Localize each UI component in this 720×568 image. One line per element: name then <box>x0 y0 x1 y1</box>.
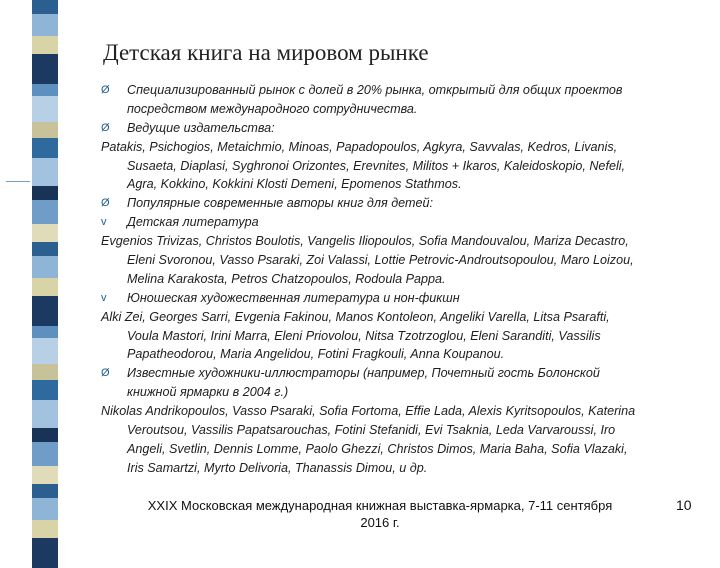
stripe-block <box>32 380 58 400</box>
arrow-bullet-icon: Ø <box>101 197 110 210</box>
text-line <box>101 157 701 176</box>
stripe-block <box>32 256 58 278</box>
line-text: Eleni Svoronou, Vasso Psaraki, Zoi Valassi, Lottie Petrovic-Androutsopoulou, Maro Loizou, <box>127 253 634 268</box>
text-line <box>101 251 701 270</box>
stripe-block <box>32 520 58 538</box>
stripe-block <box>32 200 58 224</box>
stripe-block <box>32 498 58 520</box>
arrow-bullet-icon: Ø <box>101 121 110 134</box>
text-line <box>101 440 701 459</box>
arrow-bullet-icon: Ø <box>101 84 110 96</box>
line-text: Evgenios Trivizas, Christos Boulotis, Vangelis Iliopoulos, Sofia Mandouvalou, Mariza Decastro, <box>101 234 629 249</box>
stripe-block <box>32 186 58 200</box>
stripe-block <box>32 400 58 428</box>
stripe-block <box>32 428 58 442</box>
footer-line-1: XXIX Московская международная книжная выставка-ярмарка, 7-11 сентября <box>147 498 613 513</box>
stripe-block <box>32 96 58 122</box>
stripe-block <box>32 54 58 84</box>
stripe-block <box>32 466 58 484</box>
text-line <box>101 459 701 478</box>
stripe-block <box>32 296 58 326</box>
stripe-block <box>32 326 58 338</box>
line-text: Patakis, Psichogios, Metaichmio, Minoas, Papadopoulos, Agkyra, Savvalas, Kedros, Livanis, <box>101 139 618 154</box>
line-text: Популярные современные авторы книг для детей: <box>127 196 434 211</box>
text-line <box>101 421 701 440</box>
text-line <box>101 383 701 402</box>
stripe-block <box>32 242 58 256</box>
arrow-bullet-icon: Ø <box>101 367 110 380</box>
line-text: Susaeta, Diaplasi, Syghronoi Orizontes, Erevnites, Militos + Ikaros, Kaleidoskopio, Nefeli, <box>127 158 626 173</box>
text-line <box>101 100 701 119</box>
line-text: Ведущие издательства: <box>127 120 275 135</box>
text-line <box>101 270 701 289</box>
stripe-block <box>32 158 58 186</box>
bullet-item <box>101 119 701 138</box>
line-text: Veroutsou, Vassilis Papatsarouchas, Fotini Stefanidi, Evi Tsaknia, Leda Varvaroussi, Iro <box>127 423 616 438</box>
stripe-block <box>32 364 58 380</box>
bullet-item <box>101 213 701 232</box>
stripe-block <box>32 224 58 242</box>
stripe-block <box>32 278 58 296</box>
stripe-block <box>32 484 58 498</box>
bullet-item <box>101 81 701 100</box>
text-line <box>101 402 701 421</box>
line-text: Agra, Kokkino, Kokkini Klosti Demeni, Epomenos Stathmos. <box>127 177 462 192</box>
decorative-stripe <box>32 0 58 540</box>
stripe-block <box>32 0 58 14</box>
text-line <box>101 327 701 346</box>
stripe-block <box>32 14 58 36</box>
checkmark-bullet-icon: v <box>101 291 107 304</box>
text-line <box>101 175 701 194</box>
stripe-block <box>32 122 58 138</box>
text-line <box>101 308 701 327</box>
stripe-block <box>32 442 58 466</box>
slide-title: Детская книга на мировом рынке <box>103 40 429 65</box>
decorative-line <box>6 181 30 182</box>
line-text: Melina Karakosta, Petros Chatzopoulos, Rodoula Pappa. <box>127 271 446 286</box>
text-line <box>101 345 701 364</box>
stripe-block <box>32 538 58 568</box>
line-text: посредством международного сотрудничества. <box>127 101 418 116</box>
line-text: книжной ярмарки в 2004 г.) <box>127 385 289 400</box>
line-text: Детская литература <box>127 215 259 230</box>
footer <box>110 497 650 531</box>
stripe-block <box>32 84 58 96</box>
text-line <box>101 138 701 157</box>
slide-content <box>101 81 701 478</box>
bullet-item <box>101 364 701 383</box>
line-text: Alki Zei, Georges Sarri, Evgenia Fakinou, Manos Kontoleon, Angeliki Varella, Litsa Psarafti, <box>101 309 610 324</box>
line-text: Nikolas Andrikopoulos, Vasso Psaraki, Sofia Fortoma, Effie Lada, Alexis Kyritsopoulos, Katerina <box>101 404 636 419</box>
footer-line-2: 2016 г. <box>360 515 400 530</box>
line-text: Voula Mastori, Irini Marra, Eleni Priovolou, Nitsa Tzotrzoglou, Eleni Saranditi, Vassilis <box>127 328 601 343</box>
line-text: Iris Samartzi, Myrto Delivoria, Thanassis Dimou, и др. <box>127 460 428 475</box>
stripe-block <box>32 138 58 158</box>
line-text: Специализированный рынок с долей в 20% рынка, открытый для общих проектов <box>127 83 623 97</box>
page-number: 10 <box>676 497 692 513</box>
checkmark-bullet-icon: v <box>101 216 107 229</box>
text-line <box>101 232 701 251</box>
bullet-item <box>101 194 701 213</box>
bullet-item <box>101 289 701 308</box>
stripe-block <box>32 338 58 364</box>
line-text: Angeli, Svetlin, Dennis Lomme, Paolo Ghezzi, Christos Dimos, Maria Baha, Sofia Vlazaki, <box>127 441 628 456</box>
stripe-block <box>32 36 58 54</box>
line-text: Юношеская художественная литература и нон-фикшн <box>127 290 460 305</box>
line-text: Papatheodorou, Maria Angelidou, Fotini Fragkouli, Anna Koupanou. <box>127 347 505 362</box>
line-text: Известные художники-иллюстраторы (например, Почетный гость Болонской <box>127 366 600 381</box>
